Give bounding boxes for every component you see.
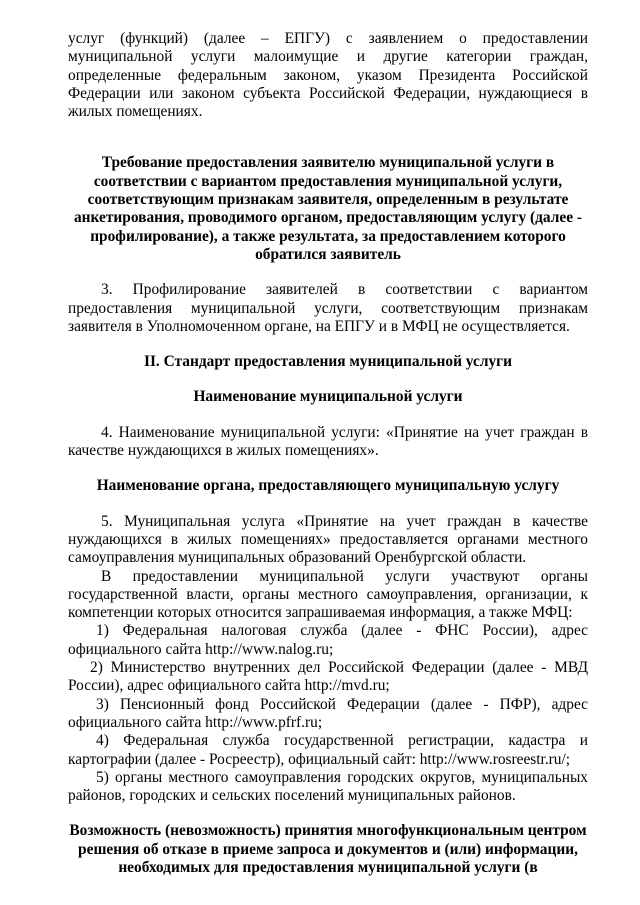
list-item-mvd: 2) Министерство внутренних дел Российской Федерации (далее - МВД России), адрес официального сайта http://mvd.ru; [68, 659, 588, 695]
heading-service-name: Наименование муниципальной услуги [193, 388, 463, 406]
paragraph-4: 4. Наименование муниципальной услуги: «Принятие на учет граждан в качестве нуждающихся в жилых помещениях». [68, 423, 588, 460]
paragraph-3: 3. Профилирование заявителей в соответствии с вариантом предоставления муниципальной услуги, соответствующим признакам заявителя в Уполномоченном органе, на ЕПГУ и в МФЦ не осуществляется. [68, 281, 588, 335]
paragraph-intro: услуг (функций) (далее – ЕПГУ) с заявлением о предоставлении муниципальной услуги малоимущие и другие категории граждан, определенные федеральным законом, указом Президента Российской Федерации или законом субъекта Российской Федерации, нуждающиеся в жилых помещениях. [68, 30, 588, 121]
heading-refusal: Возможность (невозможность) принятия многофункциональным центром решения об отказе в приеме запроса и документов и (или) информации, необходимых для предоставления муниципальной услуги (в [69, 822, 587, 876]
heading-section-2: II. Стандарт предоставления муниципальной услуги [143, 353, 513, 371]
list-item-fns: 1) Федеральная налоговая служба (далее - ФНС России), адрес официального сайта http://www.nalog.ru; [68, 622, 588, 658]
list-item-local-government: 5) органы местного самоуправления городских округов, муниципальных районов, городских и сельских поселений муниципальных районов. [68, 768, 588, 805]
paragraph-5: 5. Муниципальная услуга «Принятие на учет граждан в качестве нуждающихся в жилых помещениях» предоставляется органами местного самоуправления муниципальных образований Оренбургской области. [68, 512, 588, 567]
paragraph-5-participants: В предоставлении муниципальной услуги участвуют органы государственной власти, органы местного самоуправления, организации, к компетенции которых относится запрашиваемая информация, а также МФЦ: [68, 567, 588, 622]
heading-profiling: Требование предоставления заявителю муниципальной услуги в соответствии с вариантом предоставления муниципальной услуги, соответствующим признакам заявителя, определенным в результате анкетирования, проводимого органом, предоставляющим услугу (далее - профилирование), а также результата, за предоставлением которого обратился заявитель [73, 154, 583, 263]
document-page [68, 30, 588, 877]
list-item-pfr: 3) Пенсионный фонд Российской Федерации (далее - ПФР), адрес официального сайта http://www.pfrf.ru; [68, 695, 588, 731]
heading-organ: Наименование органа, предоставляющего муниципальную услугу [96, 477, 560, 495]
list-item-rosreestr: 4) Федеральная служба государственной регистрации, кадастра и картографии (далее - Росреестр), официальный сайт: http://www.rosreestr.ru/; [68, 732, 588, 768]
